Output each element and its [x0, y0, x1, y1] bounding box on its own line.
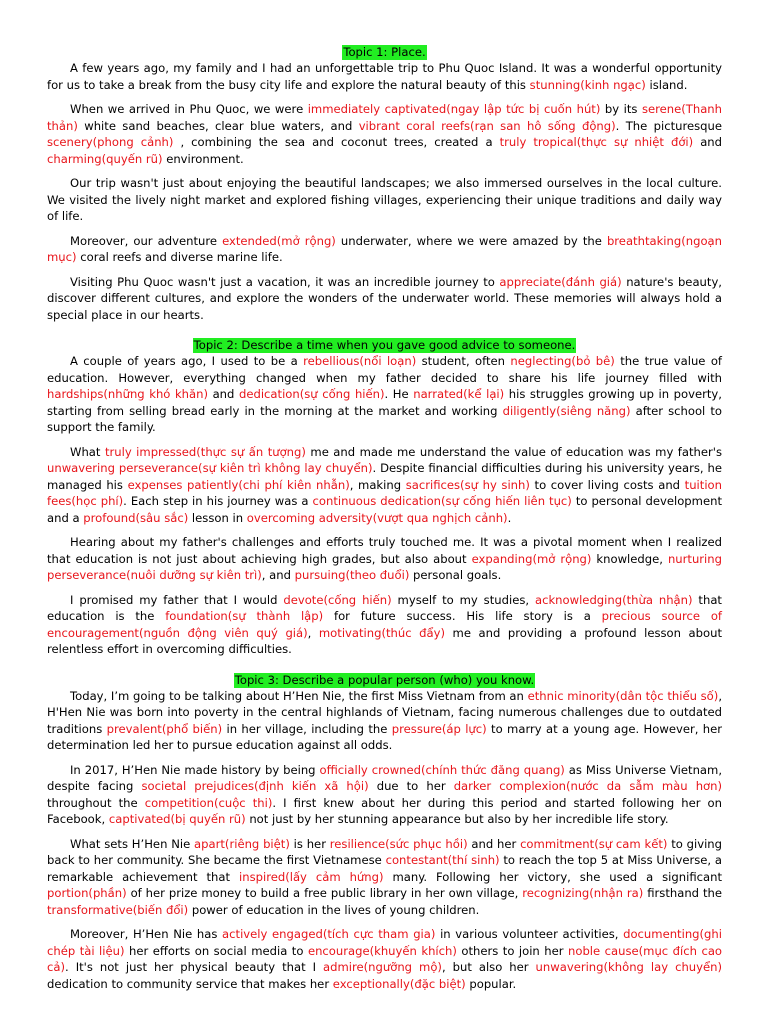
vocab-highlight: noble cause(mục đích cao cả) [47, 943, 723, 974]
vocab-highlight: scenery(phong cảnh) [47, 135, 174, 149]
vocab-highlight: diligently(siêng năng) [502, 403, 631, 418]
vocab-highlight: hardships(những khó khăn) [47, 387, 208, 401]
text-run: What [70, 444, 105, 459]
vocab-highlight: truly impressed(thực sự ấn tượng) [104, 444, 306, 459]
text-run: Our trip wasn't just about enjoying the beautiful landscapes; we also immersed ourselves in the local culture. We visited the lively night market and explored fishing villages, experiencing their unique traditions and daily way of life. [47, 176, 722, 223]
topic-section-1 [47, 44, 722, 323]
paragraph [47, 592, 722, 658]
text-run: to personal development and a [47, 494, 722, 525]
topic-body [47, 353, 722, 658]
text-run: to cover living costs and [529, 477, 685, 492]
text-run: , [307, 625, 319, 640]
vocab-highlight: profound(sâu sắc) [83, 510, 189, 525]
vocab-highlight: neglecting(bỏ bê) [510, 354, 615, 368]
text-run: What sets H’Hen Nie [70, 836, 195, 851]
text-run: In 2017, H’Hen Nie made history by being [70, 762, 320, 777]
vocab-highlight: unwavering perseverance(sự kiên trì không lay chuyển) [47, 461, 373, 475]
vocab-highlight: pursuing(theo đuổi) [294, 568, 410, 582]
vocab-highlight: nurturing perseverance(nuôi dưỡng sự kiên trì) [47, 551, 722, 582]
text-run: white sand beaches, clear blue waters, and [77, 118, 359, 133]
paragraph [47, 101, 722, 167]
text-run: popular. [465, 976, 517, 991]
text-run: myself to my studies, [391, 592, 535, 607]
vocab-highlight: actively engaged(tích cực tham gia) [222, 927, 436, 941]
text-run: in various volunteer activities, [435, 927, 624, 941]
text-run: Visiting Phu Quoc wasn't just a vacation, it was an incredible journey to [70, 274, 500, 289]
text-run: Hearing about my father's challenges and efforts truly touched me. It was a pivotal moment when I realized that education is not just about achieving high grades, but also about [47, 535, 722, 566]
vocab-highlight: acknowledging(thừa nhận) [534, 592, 693, 607]
vocab-highlight: serene(Thanh thản) [47, 102, 722, 133]
paragraph [47, 836, 722, 919]
vocab-highlight: precious source of encouragement(nguồn động viên quý giá) [47, 609, 722, 640]
vocab-highlight: breathtaking(ngoạn mục) [47, 233, 723, 264]
vocab-highlight: extended(mở rộng) [222, 233, 336, 248]
vocab-highlight: transformative(biến đổi) [47, 902, 189, 917]
text-run: her efforts on social media to [124, 943, 308, 958]
topic-title: Topic 3: Describe a popular person (who) you know. [234, 672, 535, 687]
vocab-highlight: appreciate(đánh giá) [499, 274, 622, 289]
vocab-highlight: foundation(sự thành lập) [165, 609, 324, 623]
vocab-highlight: commitment(sự cam kết) [520, 836, 668, 851]
text-run: . Each step in his journey was a [123, 494, 313, 508]
text-run: Moreover, our adventure [70, 233, 223, 248]
text-run: A couple of years ago, I used to be a [70, 354, 304, 368]
paragraph [47, 233, 722, 266]
text-run: I promised my father that I would [70, 592, 284, 607]
paragraph [47, 274, 722, 324]
vocab-highlight: exceptionally(đặc biệt) [332, 976, 466, 991]
paragraph [47, 60, 722, 93]
vocab-highlight: overcoming adversity(vượt qua nghịch cảnh) [246, 510, 508, 525]
vocab-highlight: ethnic minority(dân tộc thiểu số) [527, 688, 719, 703]
vocab-highlight: admire(ngưỡng mộ) [323, 960, 442, 974]
vocab-highlight: narrated(kể lại) [413, 387, 505, 401]
text-run: by its [600, 102, 642, 116]
vocab-highlight: documenting(ghi chép tài liệu) [47, 927, 722, 958]
paragraph [47, 926, 722, 992]
vocab-highlight: competition(cuộc thi) [144, 795, 273, 810]
vocab-highlight: recognizing(nhận ra) [522, 886, 644, 900]
vocab-highlight: dedication(sự cống hiến) [238, 387, 385, 401]
vocab-highlight: pressure(áp lực) [391, 721, 487, 736]
topic-body [47, 688, 722, 993]
text-run: environment. [162, 151, 244, 166]
text-run: nature's beauty, discover different cultures, and explore the wonders of the underwater world. These memories will always hold a special place in our hearts. [47, 274, 722, 322]
vocab-highlight: rebellious(nổi loạn) [303, 354, 417, 368]
text-run: personal goals. [409, 568, 502, 582]
vocab-highlight: darker complexion(nước da sẫm màu hơn) [453, 779, 723, 793]
text-run: When we arrived in Phu Quoc, we were [70, 102, 308, 116]
text-run: . I first knew about her during this period and started following her on Facebook, [47, 795, 723, 826]
text-run: to marry at a young age. However, her determination led her to pursue education against all odds. [47, 721, 723, 752]
text-run: after school to support the family. [47, 403, 723, 434]
vocab-highlight: apart(riêng biệt) [194, 836, 290, 851]
text-run: in her village, including the [222, 721, 392, 736]
vocab-highlight: sacrifices(sự hy sinh) [405, 477, 530, 492]
text-run: his struggles growing up in poverty, starting from selling bread early in the morning at the market and working [47, 387, 722, 418]
text-run: . He [384, 387, 414, 401]
vocab-highlight: continuous dedication(sự cống hiến liên tục) [312, 494, 572, 508]
text-run: , H'Hen Nie was born into poverty in the central highlands of Vietnam, facing numerous challenges due to outdated traditions [47, 688, 722, 736]
text-run: not just by her stunning appearance but also by her incredible life story. [245, 812, 669, 826]
text-run: power of education in the lives of young children. [188, 902, 480, 917]
text-run: me and made me understand the value of education was my father's [305, 444, 722, 459]
text-run: as Miss Universe Vietnam, despite facing [47, 762, 723, 793]
text-run: and [693, 135, 723, 149]
text-run: . The picturesque [615, 118, 722, 133]
paragraph [47, 175, 722, 225]
text-run: to giving back to her community. She became the first Vietnamese [47, 836, 723, 867]
text-run: , and [261, 568, 295, 582]
vocab-highlight: inspired(lấy cảm hứng) [239, 869, 384, 884]
vocab-highlight: captivated(bị quyến rũ) [108, 812, 246, 826]
paragraph [47, 688, 722, 754]
text-run: coral reefs and diverse marine life. [76, 250, 283, 264]
vocab-highlight: resilience(sức phục hồi) [329, 836, 468, 851]
text-run: and her [467, 836, 521, 851]
text-run: , but also her [441, 960, 536, 974]
text-run: many. Following her victory, she used a significant [383, 869, 723, 884]
paragraph [47, 762, 722, 828]
vocab-highlight: charming(quyến rũ) [47, 151, 163, 166]
text-run: firsthand the [643, 886, 722, 900]
vocab-highlight: tuition fees(học phí) [47, 477, 722, 508]
text-run: , combining the sea and coconut trees, created a [173, 135, 500, 149]
text-run: me and providing a profound lesson about relentless effort in overcoming difficulties. [47, 625, 722, 656]
text-run: to reach the top 5 at Miss Universe, a remarkable achievement that [47, 853, 722, 884]
text-run: is her [289, 836, 330, 851]
text-run: A few years ago, my family and I had an unforgettable trip to Phu Quoc Island. It was a wonderful opportunity for us to take a break from the busy city life and explore the natural beauty of this [47, 61, 722, 92]
vocab-highlight: truly tropical(thực sự nhiệt đới) [499, 135, 694, 149]
vocab-highlight: societal prejudices(định kiến xã hội) [141, 779, 369, 793]
vocab-highlight: motivating(thúc đẩy) [318, 625, 446, 640]
text-run: of her prize money to build a free public library in her own village, [126, 886, 523, 900]
vocab-highlight: vibrant coral reefs(rạn san hô sống động) [358, 118, 616, 133]
vocab-highlight: stunning(kinh ngạc) [529, 77, 646, 92]
text-run: underwater, where we were amazed by the [335, 233, 607, 248]
text-run: student, often [416, 354, 511, 368]
text-run: Moreover, H’Hen Nie has [70, 927, 223, 941]
vocab-highlight: portion(phần) [47, 886, 127, 900]
topic-section-2 [47, 337, 722, 658]
text-run: lesson in [188, 510, 247, 525]
text-run: the true value of education. However, everything changed when my father decided to share his life journey filled with [47, 354, 722, 385]
text-run: throughout the [47, 795, 145, 810]
vocab-highlight: prevalent(phổ biến) [106, 721, 223, 736]
vocab-highlight: expenses patiently(chi phí kiên nhẫn) [127, 477, 350, 492]
text-run: dedication to community service that makes her [47, 976, 333, 991]
text-run: for future success. His life story is a [323, 609, 602, 623]
text-run: knowledge, [591, 551, 668, 566]
vocab-highlight: expanding(mở rộng) [471, 551, 592, 566]
topic-body [47, 60, 722, 323]
vocab-highlight: contestant(thí sinh) [385, 853, 500, 867]
topic-title: Topic 2: Describe a time when you gave good advice to someone. [193, 338, 576, 352]
topic-section-3 [47, 672, 722, 993]
paragraph [47, 353, 722, 436]
vocab-highlight: unwavering(không lay chuyển) [535, 960, 723, 974]
vocab-highlight: officially crowned(chính thức đăng quang) [319, 762, 565, 777]
text-run: others to join her [456, 943, 568, 958]
text-run: , making [349, 477, 406, 492]
text-run: island. [645, 77, 688, 92]
text-run: that education is the [47, 592, 722, 623]
paragraph [47, 444, 722, 527]
text-run: due to her [368, 779, 454, 793]
text-run: and [208, 387, 239, 401]
text-run: . Despite financial difficulties during his university years, he managed his [47, 461, 722, 492]
text-run: Today, I’m going to be talking about H’Hen Nie, the first Miss Vietnam from an [70, 688, 528, 703]
paragraph [47, 534, 722, 584]
vocab-highlight: immediately captivated(ngay lập tức bị cuốn hút) [307, 102, 601, 116]
text-run: . [507, 510, 512, 525]
vocab-highlight: devote(cống hiến) [283, 592, 392, 607]
text-run: . It's not just her physical beauty that I [65, 960, 324, 974]
topic-title: Topic 1: Place. [343, 45, 426, 59]
vocab-highlight: encourage(khuyến khích) [307, 943, 457, 958]
